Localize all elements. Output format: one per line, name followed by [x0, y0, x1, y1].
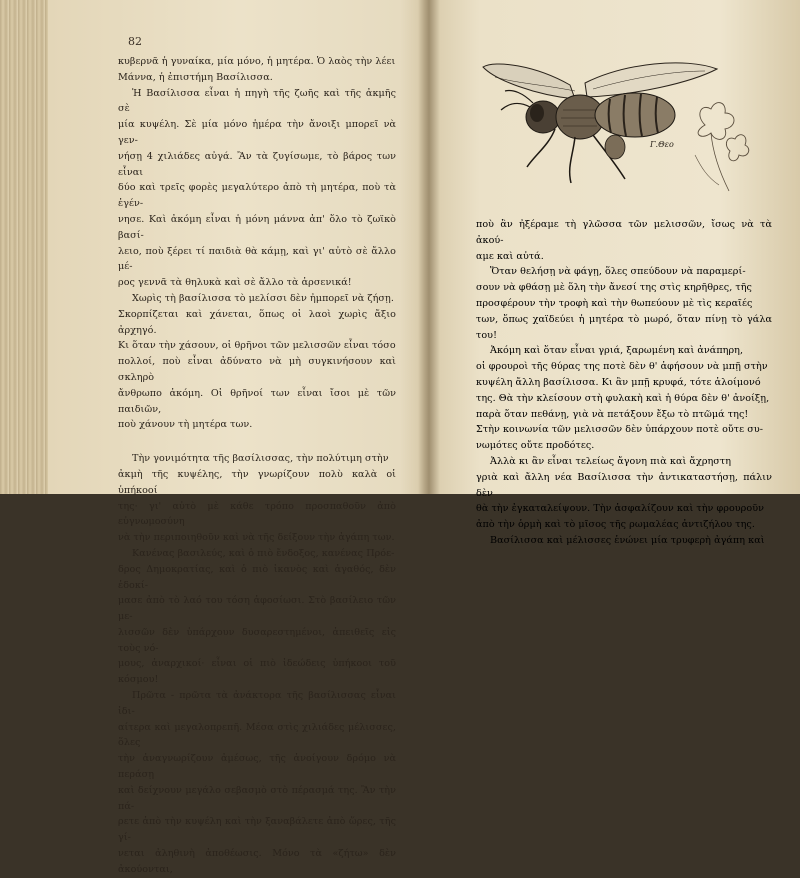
text-line: σουν νὰ φθάσῃ μὲ ὅλη τὴν ἄνεσί της στὶς κηρῆθρες, τῆς: [476, 282, 752, 294]
text-line: Στὴν κοινωνία τῶν μελισσῶν δὲν ὑπάρχουν ποτὲ οὔτε συ-: [476, 424, 764, 436]
text-line: νεται ἀληθινὴ ἀποθέωσις. Μόνο τὰ «ζήτω» δὲν ἀκούονται,: [118, 848, 396, 875]
text-line: ρος γεννᾶ τὰ θηλυκὰ καὶ σὲ ἄλλο τὰ ἀρσενικά!: [118, 277, 352, 289]
text-line: της· γι' αὐτὸ μὲ κάθε τρόπο προσπαθοῦν ἀπὸ εὐγνωμοσύνη: [118, 500, 396, 528]
text-line: ρετε ἀπὸ τὴν κυψέλη καὶ τὴν ξαναβάλετε ἀπὸ ὥρες, τῆς γί-: [118, 816, 396, 844]
text-line: Πρῶτα - πρῶτα τὰ ἀνάκτορα τῆς βασίλισσας εἶναι ἰδι-: [118, 690, 396, 717]
text-line: Χωρὶς τὴ βασίλισσα τὸ μελίσσι δὲν ἠμπορεῖ νὰ ζήσῃ.: [132, 292, 394, 304]
text-line: ἄνθρωπο ἀκόμη. Οἱ θρῆνοί των εἶναι ἴσοι μὲ τῶν παιδιῶν,: [118, 387, 396, 415]
text-line: μασε ἀπὸ τὸ λαό του τόση ἀφοσίωσι. Στὸ βασίλειο τῶν με-: [118, 595, 396, 623]
text-line: Ὅταν θελήσῃ νὰ φάγῃ, ὅλες σπεύδουν νὰ παραμερί-: [490, 266, 746, 278]
text-line: Βασίλισσα καὶ μέλισσες ἑνώνει μία τρυφερὴ ἀγάπη καὶ: [490, 534, 765, 546]
text-line: Ἀκόμη καὶ ὅταν εἶναι γριά, ξαρωμένη καὶ ἀνάπηρη,: [490, 345, 744, 357]
text-line: κυψέλη ἄλλη βασίλισσα. Κι ἂν μπῇ κρυφά, τότε ἀλοίμονό: [476, 376, 761, 388]
text-line: μους, ἀναρχικοί· εἶναι οἱ πιὸ ἰδεώδεις ὑπήκοοι τοῦ κόσμου!: [118, 658, 396, 686]
text-line: νὰ τὴν περιποιηθοῦν καὶ νὰ τῆς δείξουν τὴν ἀγάπη των.: [118, 532, 395, 544]
text-line: γριὰ καὶ ἄλλη νέα Βασίλισσα τὴν ἀντικαταστήσῃ, πάλιν δὲν: [476, 471, 772, 499]
text-line: λειο, ποὺ ξέρει τί παιδιὰ θὰ κάμῃ, καὶ γι' αὐτὸ σὲ ἄλλο μέ-: [118, 245, 396, 273]
text-line: Μάννα, ἡ ἐπιστήμη Βασίλισσα.: [118, 71, 273, 83]
text-line: Ἡ Βασίλισσα εἶναι ἡ πηγὴ τῆς ζωῆς καὶ τῆς ἀκμῆς σὲ: [118, 87, 396, 115]
text-line: πολλοί, ποὺ εἶναι ἀδύνατο νὰ μὴ συγκινήσουν καὶ σκληρὸ: [118, 356, 396, 383]
page-number: 82: [128, 35, 142, 48]
text-line: Ἀλλὰ κι ἂν εἶναι τελείως ἄγονη πιὰ καὶ ἄχρηστη: [490, 455, 732, 467]
illustration-signature: Γ.Θεο: [650, 140, 674, 149]
bee-illustration: [475, 55, 775, 205]
text-line: ἀκμὴ τῆς κυψέλης, τὴν γνωρίζουν πολὺ καλὰ οἱ ὑπήκοοί: [118, 468, 396, 496]
text-line: προσφέρουν τὴν τροφὴ καὶ τὴν θωπεύουν μὲ τὶς κεραῖές: [476, 297, 753, 309]
text-line: Κανένας βασιλεύς, καὶ ὁ πιὸ ἔνδοξος, κανένας Πρόε-: [132, 547, 395, 559]
text-line: μία κυψέλη. Σὲ μία μόνο ἡμέρα τὴν ἄνοιξι μπορεῖ νὰ γεν-: [118, 119, 396, 146]
text-line: οἱ φρουροὶ τῆς θύρας της ποτὲ δὲν θ' ἀφήσουν νὰ μπῇ στὴν: [476, 361, 768, 373]
text-line: της. Θὰ τὴν κλείσουν στὴ φυλακὴ καὶ ἡ θύρα δὲν θ' ἀνοίξῃ,: [476, 392, 770, 404]
text-line: καὶ δείχνουν μεγάλο σεβασμὸ στὸ πέρασμά της. Ἂν τὴν πά-: [118, 784, 396, 812]
text-line: τὴν ἀναγνωρίζουν ἀμέσως, τῆς ἀνοίγουν δρόμο νὰ περάσῃ: [118, 753, 396, 781]
text-line: ποὺ ἂν ἠξέραμε τὴ γλῶσσα τῶν μελισσῶν, ἴσως νὰ τὰ ἀκού-: [476, 219, 772, 246]
text-line: Σκορπίζεται καὶ χάνεται, ὅπως οἱ λαοὶ χωρὶς ἄξιο ἀρχηγό.: [118, 308, 396, 336]
text-line: νωμότες οὔτε προδότες.: [476, 440, 595, 452]
text-line: λισσῶν δὲν ὑπάρχουν δυσαρεστημένοι, ἀπειθεῖς εἰς τοὺς νό-: [118, 626, 396, 654]
text-line: κυβερνᾶ ἡ γυναίκα, μία μόνο, ἡ μητέρα. Ὁ λαὸς τὴν λέει: [118, 56, 396, 67]
text-line: δύο καὶ τρεῖς φορὲς μεγαλύτερο ἀπὸ τὴ μητέρα, ποὺ τὰ ἐγέν-: [118, 182, 396, 210]
text-line: αίτερα καὶ μεγαλοπρεπῆ. Μέσα στὶς χιλιάδες μέλισσες, ὅλες: [118, 721, 396, 749]
text-line: ἀπὸ τὴν ὁρμὴ καὶ τὸ μῖσος τῆς ρωμαλέας ἀντιζήλου της.: [476, 519, 755, 531]
text-line: Κι ὅταν τὴν χάσουν, οἱ θρῆνοι τῶν μελισσῶν εἶναι τόσο: [118, 340, 396, 352]
text-line: νήσῃ 4 χιλιάδες αὐγά. Ἂν τὰ ζυγίσωμε, τὸ βάρος των εἶναι: [118, 150, 396, 178]
text-line: των, ὅπως χαϊδεύει ἡ μητέρα τὸ μωρό, ὅταν πίνῃ τὸ γάλα του!: [476, 313, 772, 341]
right-page-text: [476, 217, 772, 549]
text-line: αμε καὶ αὐτά.: [476, 250, 544, 262]
text-line: νησε. Καὶ ἀκόμη εἶναι ἡ μόνη μάννα ἀπ' ὅλο τὸ ζωϊκὸ βασί-: [118, 213, 396, 241]
text-line: παρὰ ὅταν πεθάνῃ, γιὰ νὰ πετάξουν ἔξω τὸ πτῶμά της!: [476, 408, 749, 420]
book-gutter: [418, 0, 440, 494]
text-line: Τὴν γονιμότητα τῆς βασίλισσας, τὴν πολύτιμη στὴν: [132, 453, 389, 465]
text-line: δρος Δημοκρατίας, καὶ ὁ πιὸ ἱκανὸς καὶ ἀγαθός, δὲν ἐδοκί-: [118, 563, 396, 591]
left-page-text: [118, 54, 396, 878]
text-line: θὰ τὴν ἐγκαταλείψουν. Τὴν ἀσφαλίζουν καὶ τὴν φρουροῦν: [476, 503, 764, 515]
text-line: ποὺ χάνουν τὴ μητέρα των.: [118, 419, 253, 431]
